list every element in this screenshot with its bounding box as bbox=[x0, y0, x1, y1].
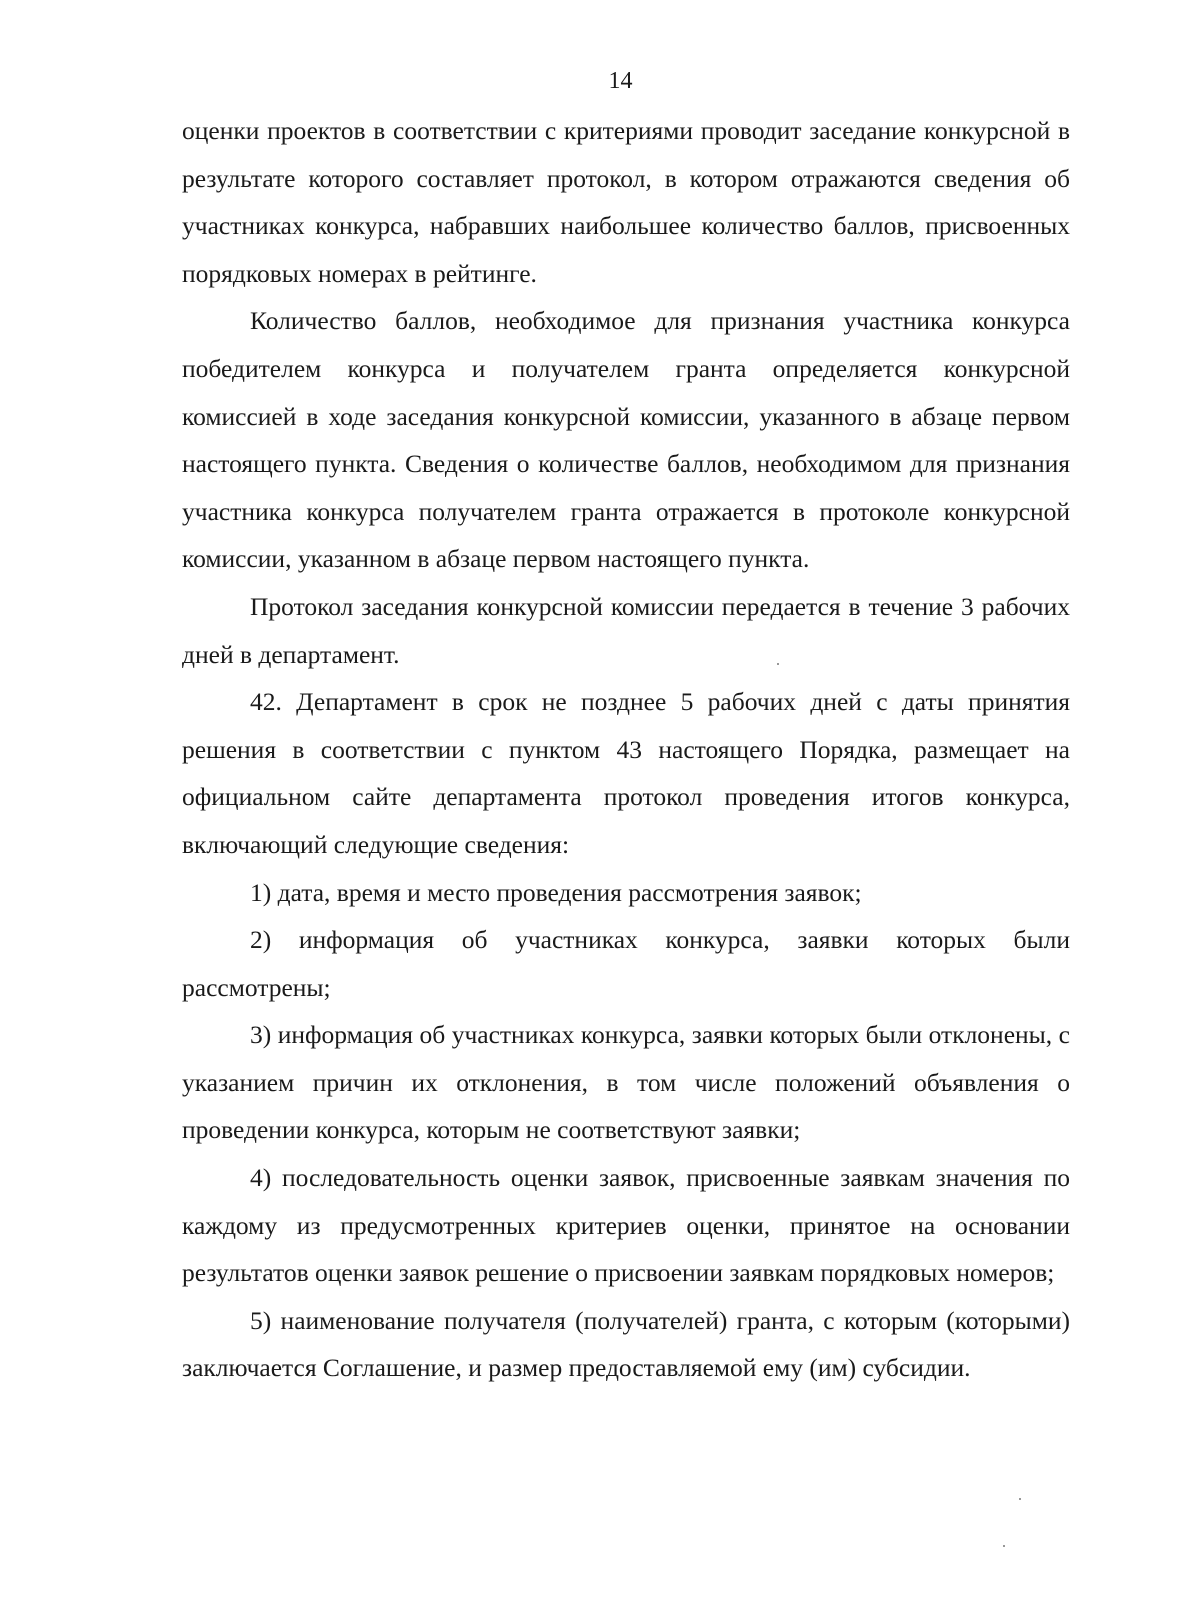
scan-speck bbox=[1003, 1545, 1005, 1547]
list-item-2: 2) информация об участниках конкурса, заявки которых были рассмотрены; bbox=[182, 925, 1070, 1002]
document-body bbox=[182, 107, 1070, 1392]
list-item-3: 3) информация об участниках конкурса, заявки которых были отклонены, с указанием причин их отклонения, в том числе положений объявления о проведении конкурса, которым не соответствуют заявки; bbox=[182, 1020, 1070, 1145]
paragraph-criteria-meeting: оценки проектов в соответствии с критериями проводит заседание конкурсной в результате которого составляет протокол, в котором отражаются сведения об участниках конкурса, набравших наибольшее количество баллов, присвоенных порядковых номерах в рейтинге. bbox=[182, 116, 1070, 288]
page-number: 14 bbox=[608, 68, 633, 94]
list-item-4: 4) последовательность оценки заявок, присвоенные заявкам значения по каждому из предусмотренных критериев оценки, принятое на основании результатов оценки заявок решение о присвоении заявкам порядковых номеров; bbox=[182, 1163, 1070, 1288]
paragraph-protocol-transfer: Протокол заседания конкурсной комиссии передается в течение 3 рабочих дней в департамент. bbox=[182, 591, 1070, 669]
paragraph-points-threshold: Количество баллов, необходимое для признания участника конкурса победителем конкурса и получателем гранта определяется конкурсной комиссией в ходе заседания конкурсной комиссии, указанного в абзаце первом настоящего пункта. Сведения о количестве баллов, необходимом для признания участника конкурса получателем гранта отражается в протоколе конкурсной комиссии, указанном в абзаце первом настоящего пункта. bbox=[182, 306, 1070, 574]
scan-speck bbox=[1019, 1498, 1021, 1500]
scan-speck bbox=[777, 663, 779, 665]
paragraph-item-42: 42. Департамент в срок не позднее 5 рабочих дней с даты принятия решения в соответствии с пунктом 43 настоящего Порядка, размещает на официальном сайте департамента протокол проведения итогов конкурса, включающий следующие сведения: bbox=[182, 687, 1070, 859]
list-item-1: 1) дата, время и место проведения рассмотрения заявок; bbox=[250, 877, 862, 907]
list-item-5: 5) наименование получателя (получателей) гранта, с которым (которыми) заключается Соглашение, и размер предоставляемой ему (им) субсидии. bbox=[182, 1305, 1070, 1383]
